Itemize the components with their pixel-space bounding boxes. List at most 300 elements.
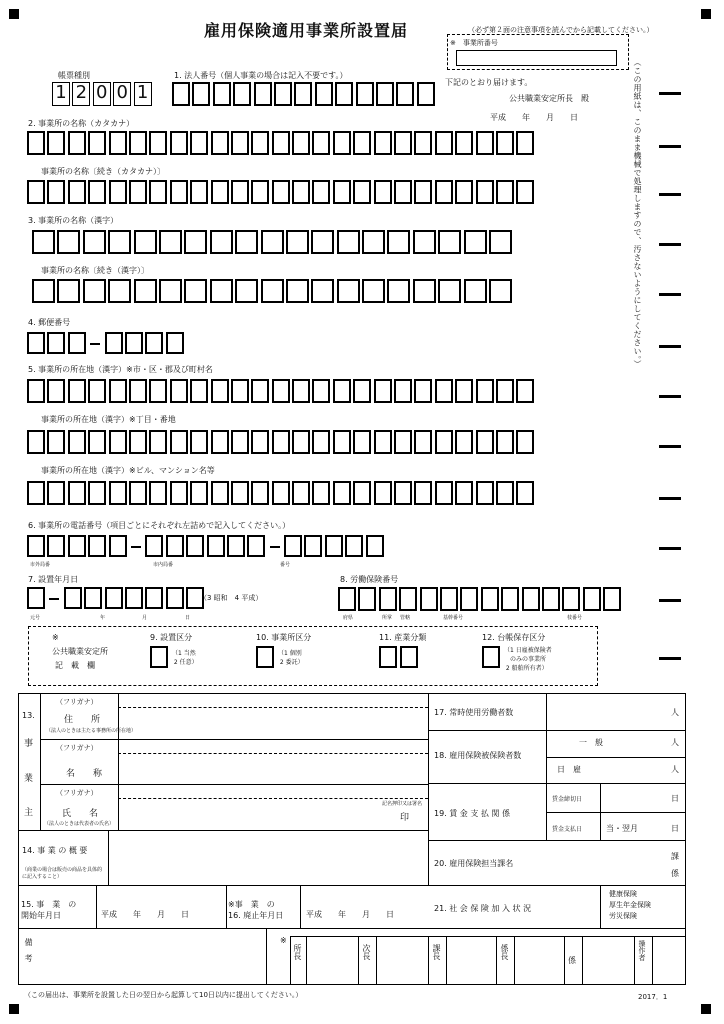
input-box[interactable] <box>272 379 290 403</box>
input-box[interactable] <box>337 230 360 254</box>
date-box[interactable] <box>27 587 45 609</box>
q14-note: （商業の場合は販売の商品を具体的に記入すること） <box>22 867 103 880</box>
input-box[interactable] <box>335 82 353 106</box>
input-box[interactable] <box>374 180 392 204</box>
input-box[interactable] <box>414 430 432 454</box>
input-box[interactable] <box>134 279 157 303</box>
postal-box[interactable] <box>145 332 163 354</box>
input-box[interactable] <box>516 131 534 155</box>
input-box[interactable] <box>311 279 334 303</box>
input-box[interactable] <box>435 131 453 155</box>
input-box[interactable] <box>455 379 473 403</box>
input-box[interactable] <box>583 587 601 611</box>
phone-box[interactable] <box>325 535 343 557</box>
phone-box[interactable] <box>186 535 204 557</box>
name-kana-boxes[interactable] <box>27 131 537 155</box>
date-box[interactable] <box>64 587 82 609</box>
input-box[interactable] <box>190 379 208 403</box>
form-type-digit: 1 <box>134 82 152 106</box>
input-box[interactable] <box>435 180 453 204</box>
name-kana-cont-boxes[interactable] <box>27 180 537 204</box>
input-box[interactable] <box>170 180 188 204</box>
input-box[interactable] <box>440 587 458 611</box>
input-box[interactable] <box>83 279 106 303</box>
input-box[interactable] <box>149 430 167 454</box>
input-box[interactable] <box>413 279 436 303</box>
input-box[interactable] <box>190 430 208 454</box>
input-box[interactable] <box>233 82 251 106</box>
input-box[interactable] <box>489 279 512 303</box>
input-box[interactable] <box>516 430 534 454</box>
input-box[interactable] <box>251 430 269 454</box>
input-box[interactable] <box>109 430 127 454</box>
form-title: 雇用保険適用事業所設置届 <box>204 21 409 40</box>
input-box[interactable] <box>88 430 106 454</box>
input-box[interactable] <box>231 379 249 403</box>
input-box[interactable] <box>210 230 233 254</box>
input-box[interactable] <box>394 481 412 505</box>
input-box[interactable] <box>476 379 494 403</box>
q19-pay: 賃金支払日 <box>552 826 583 833</box>
phone-box[interactable] <box>247 535 265 557</box>
phone-box[interactable] <box>88 535 106 557</box>
input-box[interactable] <box>251 481 269 505</box>
registration-mark-br <box>701 1004 711 1014</box>
input-box[interactable] <box>251 180 269 204</box>
name-kanji-boxes[interactable] <box>32 230 514 254</box>
input-box[interactable] <box>109 481 127 505</box>
form-type-digit: 2 <box>72 82 90 106</box>
input-box[interactable] <box>460 587 478 611</box>
side-note: （この用紙は、このまま機械で処理しますので、汚さないようにしてください。） <box>633 58 642 369</box>
input-box[interactable] <box>516 481 534 505</box>
input-box[interactable] <box>211 180 229 204</box>
input-box[interactable] <box>172 82 190 106</box>
form-type-boxes <box>52 82 154 106</box>
input-box[interactable] <box>374 379 392 403</box>
input-box[interactable] <box>435 430 453 454</box>
input-box[interactable] <box>394 131 412 155</box>
input-box[interactable] <box>292 430 310 454</box>
input-box[interactable] <box>420 587 438 611</box>
input-box[interactable] <box>184 279 207 303</box>
input-box[interactable] <box>32 230 55 254</box>
furigana-1: （フリガナ） <box>56 698 98 706</box>
input-box[interactable] <box>362 279 385 303</box>
input-box[interactable] <box>149 379 167 403</box>
input-box[interactable] <box>294 82 312 106</box>
input-box[interactable] <box>394 430 412 454</box>
input-box[interactable] <box>129 379 147 403</box>
input-box[interactable] <box>496 131 514 155</box>
q12-options: （1 日雇被保険者 のみの事業所 2 船舶所有者） <box>504 647 552 672</box>
date-box[interactable] <box>166 587 184 609</box>
branch-no-label: 枝番号 <box>567 615 583 621</box>
phone-box[interactable] <box>145 535 163 557</box>
input-box[interactable] <box>353 481 371 505</box>
input-box[interactable] <box>476 430 494 454</box>
separator-dash <box>47 587 61 611</box>
input-box[interactable] <box>261 230 284 254</box>
input-box[interactable] <box>68 430 86 454</box>
input-box[interactable] <box>414 379 432 403</box>
q11-label: 11. 産業分類 <box>379 633 427 642</box>
q7-label: 7. 設置年月日 <box>28 575 79 584</box>
input-box[interactable] <box>190 481 208 505</box>
input-box[interactable] <box>170 131 188 155</box>
input-box[interactable] <box>27 131 45 155</box>
input-box[interactable] <box>213 82 231 106</box>
input-box[interactable] <box>129 131 147 155</box>
phone-box[interactable] <box>68 535 86 557</box>
input-box[interactable] <box>68 481 86 505</box>
input-box[interactable] <box>435 481 453 505</box>
q11-box[interactable] <box>379 646 397 668</box>
q17-unit: 人 <box>671 708 679 717</box>
q20-label: 20. 雇用保険担当課名 <box>434 859 514 868</box>
input-box[interactable] <box>455 481 473 505</box>
input-box[interactable] <box>68 379 86 403</box>
input-box[interactable] <box>516 180 534 204</box>
input-box[interactable] <box>414 481 432 505</box>
input-box[interactable] <box>32 279 55 303</box>
input-box[interactable] <box>27 430 45 454</box>
input-box[interactable] <box>337 279 360 303</box>
q1-label: 1. 法人番号（個人事業の場合は記入不要です。） <box>174 71 348 80</box>
name-kanji-cont-boxes[interactable] <box>32 279 514 303</box>
input-box[interactable] <box>353 180 371 204</box>
phone-box[interactable] <box>109 535 127 557</box>
timing-mark <box>659 657 681 660</box>
registration-mark-tl <box>9 9 19 19</box>
input-box[interactable] <box>312 430 330 454</box>
input-box[interactable] <box>292 180 310 204</box>
address-block-boxes[interactable] <box>27 430 537 454</box>
input-box[interactable] <box>476 180 494 204</box>
input-box[interactable] <box>27 379 45 403</box>
phone-box[interactable] <box>366 535 384 557</box>
input-box[interactable] <box>292 481 310 505</box>
input-box[interactable] <box>159 230 182 254</box>
owner-side-2: 業 <box>24 774 34 784</box>
input-box[interactable] <box>356 82 374 106</box>
input-box[interactable] <box>353 430 371 454</box>
input-box[interactable] <box>516 379 534 403</box>
q14-label: 14. 事 業 の 概 要 <box>22 846 88 855</box>
input-box[interactable] <box>211 131 229 155</box>
input-box[interactable] <box>109 379 127 403</box>
input-box[interactable] <box>387 279 410 303</box>
input-box[interactable] <box>312 481 330 505</box>
input-box[interactable] <box>311 230 334 254</box>
q18-unit-1: 人 <box>671 738 679 747</box>
q3-label: 3. 事業所の名称（漢字） <box>28 216 119 225</box>
form-type-digit: 0 <box>113 82 131 106</box>
q18-label: 18. 雇用保険被保険者数 <box>434 751 522 760</box>
q16-date: 平成 年 月 日 <box>306 910 394 919</box>
input-box[interactable] <box>362 230 385 254</box>
input-box[interactable] <box>333 430 351 454</box>
input-box[interactable] <box>108 279 131 303</box>
input-box[interactable] <box>47 481 65 505</box>
input-box[interactable] <box>88 481 106 505</box>
q9-box[interactable] <box>150 646 168 668</box>
input-box[interactable] <box>27 180 45 204</box>
input-box[interactable] <box>333 481 351 505</box>
input-box[interactable] <box>315 82 333 106</box>
q11-box[interactable] <box>400 646 418 668</box>
input-box[interactable] <box>338 587 356 611</box>
phone-box[interactable] <box>227 535 245 557</box>
input-box[interactable] <box>353 379 371 403</box>
input-box[interactable] <box>455 180 473 204</box>
input-box[interactable] <box>88 180 106 204</box>
input-box[interactable] <box>190 180 208 204</box>
input-box[interactable] <box>312 379 330 403</box>
phone-local-label: 市内局番 <box>153 562 174 568</box>
input-box[interactable] <box>159 279 182 303</box>
input-box[interactable] <box>292 131 310 155</box>
input-box[interactable] <box>129 180 147 204</box>
input-box[interactable] <box>542 587 560 611</box>
postal-box[interactable] <box>68 332 86 354</box>
q5-label: 5. 事業所の所在地（漢字）※市・区・郡及び町村名 <box>28 365 213 374</box>
q21-label: 21. 社 会 保 険 加 入 状 況 <box>434 904 532 913</box>
input-box[interactable] <box>251 131 269 155</box>
input-box[interactable] <box>27 481 45 505</box>
timing-mark <box>659 395 681 398</box>
stamp-mark: ※ <box>280 936 287 945</box>
input-box[interactable] <box>435 379 453 403</box>
input-box[interactable] <box>149 180 167 204</box>
input-box[interactable] <box>286 279 309 303</box>
input-box[interactable] <box>387 230 410 254</box>
q10-box[interactable] <box>256 646 274 668</box>
owner-side-1: 事 <box>24 739 34 749</box>
address-note: （法人のときは主たる事務所の所在地） <box>46 728 137 734</box>
date-box[interactable] <box>84 587 102 609</box>
input-box[interactable] <box>108 230 131 254</box>
input-box[interactable] <box>272 430 290 454</box>
input-box[interactable] <box>57 279 80 303</box>
input-box[interactable] <box>211 379 229 403</box>
q19-pay-day: 日 <box>671 824 679 833</box>
input-box[interactable] <box>231 131 249 155</box>
input-box[interactable] <box>47 430 65 454</box>
input-box[interactable] <box>272 180 290 204</box>
setup-date-boxes[interactable] <box>27 587 207 611</box>
input-box[interactable] <box>476 131 494 155</box>
input-box[interactable] <box>231 481 249 505</box>
furigana-3: （フリガナ） <box>56 789 98 797</box>
input-box[interactable] <box>496 180 514 204</box>
input-box[interactable] <box>522 587 540 611</box>
input-box[interactable] <box>251 379 269 403</box>
input-box[interactable] <box>312 180 330 204</box>
input-box[interactable] <box>476 481 494 505</box>
q8-label: 8. 労働保険番号 <box>340 575 399 584</box>
input-box[interactable] <box>333 379 351 403</box>
input-box[interactable] <box>68 180 86 204</box>
phone-box[interactable] <box>27 535 45 557</box>
timing-mark <box>659 599 681 602</box>
address-city-boxes[interactable] <box>27 379 537 403</box>
corporate-number-boxes[interactable] <box>172 82 437 106</box>
input-box[interactable] <box>394 180 412 204</box>
input-box[interactable] <box>109 180 127 204</box>
input-box[interactable] <box>353 131 371 155</box>
input-box[interactable] <box>379 587 397 611</box>
timing-mark <box>659 145 681 148</box>
address-label: 住 所 <box>64 715 101 725</box>
address-building-boxes[interactable] <box>27 481 537 505</box>
postal-code-boxes[interactable] <box>27 332 186 356</box>
input-box[interactable] <box>501 587 519 611</box>
input-box[interactable] <box>374 481 392 505</box>
timing-mark <box>659 445 681 448</box>
input-box[interactable] <box>211 481 229 505</box>
input-box[interactable] <box>312 131 330 155</box>
input-box[interactable] <box>399 587 417 611</box>
input-box[interactable] <box>235 230 258 254</box>
input-box[interactable] <box>455 430 473 454</box>
q2-label: 2. 事業所の名称（カタカナ） <box>28 119 135 128</box>
input-box[interactable] <box>129 430 147 454</box>
phone-box[interactable] <box>207 535 225 557</box>
phone-box[interactable] <box>284 535 302 557</box>
input-box[interactable] <box>272 131 290 155</box>
input-box[interactable] <box>292 379 310 403</box>
input-box[interactable] <box>333 180 351 204</box>
input-box[interactable] <box>170 430 188 454</box>
input-box[interactable] <box>496 430 514 454</box>
input-box[interactable] <box>170 481 188 505</box>
input-box[interactable] <box>413 230 436 254</box>
input-box[interactable] <box>88 379 106 403</box>
input-box[interactable] <box>68 131 86 155</box>
postal-box[interactable] <box>47 332 65 354</box>
date-box[interactable] <box>145 587 163 609</box>
input-box[interactable] <box>464 230 487 254</box>
stamp-section: 課長 <box>432 944 441 960</box>
q3b-label: 事業所の名称〔続き（漢字）〕 <box>41 266 149 275</box>
q20-unit-1: 課 <box>671 852 679 861</box>
postal-box[interactable] <box>125 332 143 354</box>
input-box[interactable] <box>414 180 432 204</box>
input-box[interactable] <box>333 131 351 155</box>
input-box[interactable] <box>376 82 394 106</box>
input-box[interactable] <box>192 82 210 106</box>
input-box[interactable] <box>190 131 208 155</box>
phone-box[interactable] <box>345 535 363 557</box>
phone-area-label: 市外局番 <box>30 562 51 568</box>
footer-note: （この届出は、事業所を設置した日の翌日から起算して10日以内に提出してください。） <box>24 991 303 999</box>
timing-mark <box>659 293 681 296</box>
input-box[interactable] <box>83 230 106 254</box>
public-office-label: 公共職業安定所 <box>52 647 108 656</box>
input-box[interactable] <box>109 131 127 155</box>
q20-unit-2: 係 <box>671 869 679 878</box>
input-box[interactable] <box>231 180 249 204</box>
input-box[interactable] <box>47 180 65 204</box>
q10-label: 10. 事業所区分 <box>256 633 312 642</box>
labor-insurance-boxes[interactable] <box>338 587 623 611</box>
input-box[interactable] <box>489 230 512 254</box>
office-number-field[interactable] <box>456 50 617 66</box>
input-box[interactable] <box>272 481 290 505</box>
day-label: 日 <box>185 615 191 621</box>
input-box[interactable] <box>394 379 412 403</box>
postal-box[interactable] <box>166 332 184 354</box>
postal-box[interactable] <box>105 332 123 354</box>
input-box[interactable] <box>211 430 229 454</box>
input-box[interactable] <box>149 481 167 505</box>
input-box[interactable] <box>47 131 65 155</box>
input-box[interactable] <box>438 279 461 303</box>
input-box[interactable] <box>231 430 249 454</box>
input-box[interactable] <box>235 279 258 303</box>
date-box[interactable] <box>105 587 123 609</box>
input-box[interactable] <box>417 82 435 106</box>
input-box[interactable] <box>455 131 473 155</box>
phone-boxes[interactable] <box>27 535 386 559</box>
input-box[interactable] <box>464 279 487 303</box>
input-box[interactable] <box>261 279 284 303</box>
input-box[interactable] <box>254 82 272 106</box>
input-box[interactable] <box>170 379 188 403</box>
input-box[interactable] <box>481 587 499 611</box>
public-mark: ※ <box>52 633 59 642</box>
input-box[interactable] <box>210 279 233 303</box>
timing-mark <box>659 345 681 348</box>
q18-general: 一 般 <box>579 738 603 747</box>
phone-box[interactable] <box>47 535 65 557</box>
separator-dash <box>88 332 102 356</box>
input-box[interactable] <box>274 82 292 106</box>
input-box[interactable] <box>88 131 106 155</box>
input-box[interactable] <box>358 587 376 611</box>
input-box[interactable] <box>57 230 80 254</box>
input-box[interactable] <box>374 430 392 454</box>
q4-label: 4. 郵便番号 <box>28 318 71 327</box>
input-box[interactable] <box>184 230 207 254</box>
input-box[interactable] <box>47 379 65 403</box>
input-box[interactable] <box>438 230 461 254</box>
input-box[interactable] <box>496 379 514 403</box>
input-box[interactable] <box>496 481 514 505</box>
input-box[interactable] <box>396 82 414 106</box>
input-box[interactable] <box>603 587 621 611</box>
separator-dash <box>129 535 143 559</box>
seal-note: 記名押印又は署名 <box>382 801 423 807</box>
date-box[interactable] <box>125 587 143 609</box>
postal-box[interactable] <box>27 332 45 354</box>
input-box[interactable] <box>286 230 309 254</box>
input-box[interactable] <box>149 131 167 155</box>
timing-mark <box>659 243 681 246</box>
input-box[interactable] <box>134 230 157 254</box>
phone-box[interactable] <box>304 535 322 557</box>
input-box[interactable] <box>129 481 147 505</box>
input-box[interactable] <box>562 587 580 611</box>
phone-box[interactable] <box>166 535 184 557</box>
q12-box[interactable] <box>482 646 500 668</box>
q13-label: 13. <box>22 711 35 720</box>
era-options: （3 昭和 4 平成） <box>200 594 263 602</box>
input-box[interactable] <box>374 131 392 155</box>
q18-unit-2: 人 <box>671 765 679 774</box>
input-box[interactable] <box>414 131 432 155</box>
